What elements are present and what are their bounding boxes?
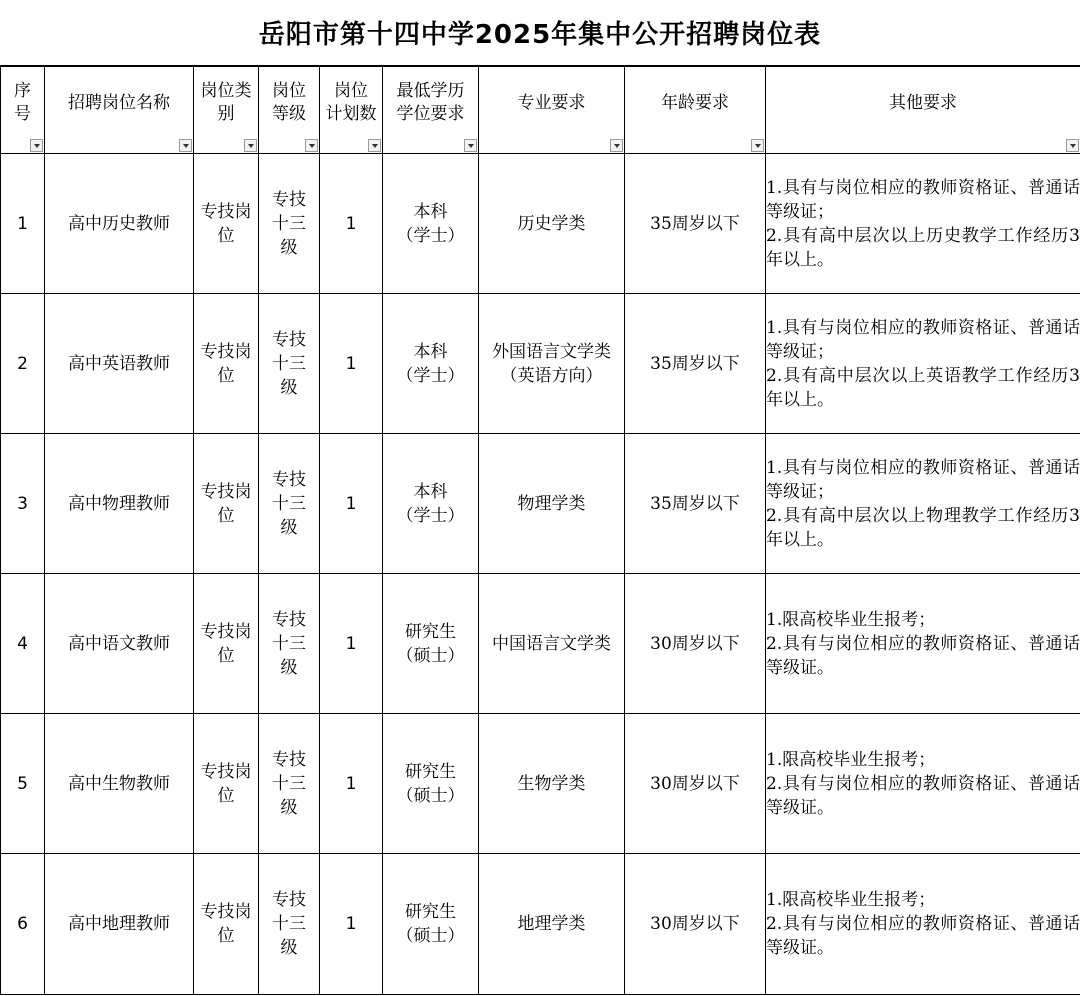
filter-dropdown-icon[interactable] [610, 139, 623, 152]
filter-dropdown-icon[interactable] [751, 139, 764, 152]
table-row [1, 434, 1080, 574]
header-row [1, 67, 1080, 154]
cell-seq: 3 [1, 434, 45, 574]
cell-other: 1.具有与岗位相应的教师资格证、普通话等级证； 2.具有高中层次以上物理教学工作经历3年以上。 [766, 434, 1080, 574]
cell-count: 1 [320, 154, 383, 294]
cell-seq: 5 [1, 714, 45, 854]
cell-category: 专技岗 位 [194, 574, 259, 714]
cell-category: 专技岗 位 [194, 434, 259, 574]
cell-education: 研究生 （硕士） [383, 854, 479, 995]
cell-category: 专技岗 位 [194, 854, 259, 995]
header-age: 年龄要求 [625, 67, 766, 154]
header-category: 岗位类 别 [194, 67, 259, 154]
cell-count: 1 [320, 854, 383, 995]
header-education: 最低学历 学位要求 [383, 67, 479, 154]
header-seq: 序 号 [1, 67, 45, 154]
cell-category: 专技岗 位 [194, 294, 259, 434]
header-name: 招聘岗位名称 [45, 67, 194, 154]
filter-dropdown-icon[interactable] [305, 139, 318, 152]
cell-grade: 专技 十三 级 [259, 154, 320, 294]
filter-dropdown-icon[interactable] [30, 139, 43, 152]
cell-grade: 专技 十三 级 [259, 294, 320, 434]
cell-name: 高中英语教师 [45, 294, 194, 434]
header-grade: 岗位 等级 [259, 67, 320, 154]
table-row [1, 714, 1080, 854]
header-other: 其他要求 [766, 67, 1080, 154]
filter-dropdown-icon[interactable] [464, 139, 477, 152]
cell-age: 35周岁以下 [625, 294, 766, 434]
filter-dropdown-icon[interactable] [368, 139, 381, 152]
cell-other: 1.限高校毕业生报考； 2.具有与岗位相应的教师资格证、普通话等级证。 [766, 854, 1080, 995]
filter-dropdown-icon[interactable] [244, 139, 257, 152]
cell-education: 本科 （学士） [383, 294, 479, 434]
cell-major: 外国语言文学类 （英语方向） [479, 294, 625, 434]
table-row [1, 854, 1080, 995]
cell-name: 高中地理教师 [45, 854, 194, 995]
sheet-title: 岳阳市第十四中学2025年集中公开招聘岗位表 [0, 0, 1080, 66]
cell-age: 30周岁以下 [625, 574, 766, 714]
cell-other: 1.限高校毕业生报考； 2.具有与岗位相应的教师资格证、普通话等级证。 [766, 574, 1080, 714]
cell-education: 研究生 （硕士） [383, 714, 479, 854]
cell-age: 35周岁以下 [625, 154, 766, 294]
header-count: 岗位 计划数 [320, 67, 383, 154]
cell-seq: 4 [1, 574, 45, 714]
cell-major: 生物学类 [479, 714, 625, 854]
cell-name: 高中历史教师 [45, 154, 194, 294]
cell-grade: 专技 十三 级 [259, 714, 320, 854]
cell-major: 物理学类 [479, 434, 625, 574]
cell-other: 1.具有与岗位相应的教师资格证、普通话等级证； 2.具有高中层次以上历史教学工作经历3年以上。 [766, 154, 1080, 294]
cell-seq: 6 [1, 854, 45, 995]
cell-other: 1.具有与岗位相应的教师资格证、普通话等级证； 2.具有高中层次以上英语教学工作经历3年以上。 [766, 294, 1080, 434]
cell-count: 1 [320, 294, 383, 434]
cell-major: 历史学类 [479, 154, 625, 294]
cell-grade: 专技 十三 级 [259, 854, 320, 995]
cell-education: 本科 （学士） [383, 434, 479, 574]
filter-dropdown-icon[interactable] [179, 139, 192, 152]
table-row [1, 294, 1080, 434]
cell-other: 1.限高校毕业生报考； 2.具有与岗位相应的教师资格证、普通话等级证。 [766, 714, 1080, 854]
cell-grade: 专技 十三 级 [259, 434, 320, 574]
cell-age: 30周岁以下 [625, 854, 766, 995]
cell-category: 专技岗 位 [194, 154, 259, 294]
cell-grade: 专技 十三 级 [259, 574, 320, 714]
cell-major: 中国语言文学类 [479, 574, 625, 714]
cell-seq: 2 [1, 294, 45, 434]
table-row [1, 574, 1080, 714]
cell-education: 研究生 （硕士） [383, 574, 479, 714]
table-row [1, 154, 1080, 294]
cell-name: 高中语文教师 [45, 574, 194, 714]
cell-name: 高中生物教师 [45, 714, 194, 854]
cell-age: 35周岁以下 [625, 434, 766, 574]
cell-seq: 1 [1, 154, 45, 294]
cell-major: 地理学类 [479, 854, 625, 995]
cell-count: 1 [320, 434, 383, 574]
cell-education: 本科 （学士） [383, 154, 479, 294]
cell-count: 1 [320, 714, 383, 854]
header-major: 专业要求 [479, 67, 625, 154]
positions-table [0, 66, 1080, 995]
cell-category: 专技岗 位 [194, 714, 259, 854]
filter-dropdown-icon[interactable] [1066, 139, 1079, 152]
cell-age: 30周岁以下 [625, 714, 766, 854]
cell-name: 高中物理教师 [45, 434, 194, 574]
cell-count: 1 [320, 574, 383, 714]
